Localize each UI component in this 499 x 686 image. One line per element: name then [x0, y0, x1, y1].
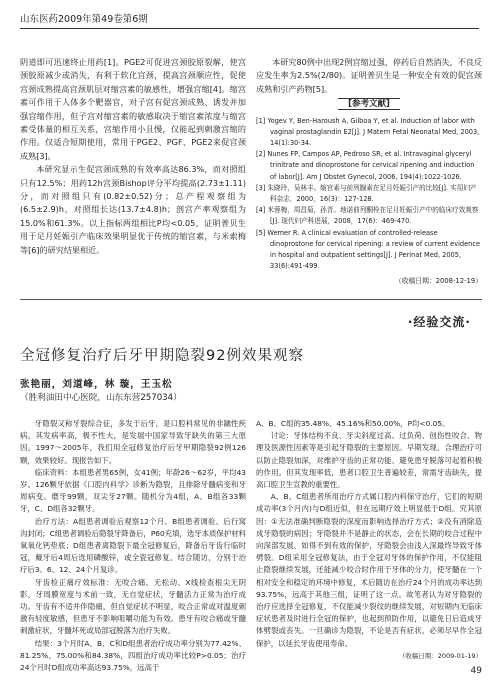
- body-paragraph: 结果：3个月时A、B、C和D组患者治疗成功率分别为77.42%、81.25%、75.00%和84.38%，四组治疗成功率比较P>0.05；治疗24个月时D组成功率高达93.75%，远高于: [20, 638, 246, 673]
- section-divider: [20, 299, 482, 300]
- reference-item: [3] 朱晓玲，吴林丰。缩宫素与前列腺素在足月妊娠引产的比较[J]. 实用妇产科杂志，2000，16(3)：127-128.: [256, 183, 477, 204]
- journal-issue: 山东医药2009年第49卷第6期: [20, 14, 148, 25]
- bottom-left-column: [20, 418, 246, 674]
- article-affiliation: （胜利油田中心医院，山东东营257034）: [20, 393, 182, 403]
- column-tag: ·经验交流·: [407, 315, 471, 329]
- bottom-right-column: [256, 418, 482, 662]
- top-right-column: [256, 56, 482, 272]
- received-date: （收稿日期：2008-12-19）: [394, 277, 482, 285]
- body-paragraph: 牙齿检正痛疗效标准：无咬合痛、无松动、X线检查根尖无阴影，牙周膜宽度与术前一致，无自觉症状，牙髓活力正常为治疗成功。牙齿有不适并伴隐痛，但自觉症状不明显，咬合正常或对温度刺激有轻度敏感，但患牙不影响咀嚼功能为有效。患牙有咬合痛或牙髓刺激症状，牙髓坏死或局部冠脱落为治疗失败。: [20, 577, 246, 636]
- body-paragraph: 牙隐裂又称牙裂综合征，多发于后牙，是口腔科常见的非龋性疾病。其发病率高，极不性大，是发展中国家导致牙缺失的第三大原因。1997～2005年，我们用全冠修复治疗后牙甲期隐裂92例126颗，效果较好。现报告如下。: [20, 419, 246, 465]
- body-paragraph: 临床资料：本组患者男65例，女41例；年龄26～62岁，平均43岁。126颗牙依据《口腔内科学》诊断为隐裂，且排除牙髓病变和牙周病变。磨牙99颗，双尖牙27颗。随机分为4组，A、B组各33颗牙，C、D组各32颗牙。: [20, 467, 246, 514]
- reference-item: [4] 米蓉梅，周昌菊，孙青。地诺前列酮栓在足月妊娠引产中的临床疗效观察[J]. 现代妇产科进展，2008，17(6)：469-470.: [256, 206, 479, 226]
- body-paragraph: A、B、C组患者所用治疗方式属口腔内科保守治疗，它们的短期成功率(3个月内)与D组近似，但在远期疗效上明显低于D组。究其原因：①无法准确判断隐裂的深度而影响选择治疗方式；②没有消除造成牙隐裂的病因；牙隐裂并不是静止的状态，会在长期的咬合过程中向深部发展，如得不到有效的保护，牙隐裂会由浅入深最终导致牙体劈裂。D组采用全冠修复法，由于全冠对牙体的保护作用，不仅能阻止隐裂继续发展，还能减少咬合时作用于牙体的分力，使牙髓在一个相对安全和稳定的环境中修复，术后随访在治疗24个月的成功率达到93.75%，远高于其他三组，证明了这一点。故笔者认为对牙隐裂的治疗应选择全冠修复，不仅能减少裂纹的继续发展，对短期内无临床症状患者及时进行全冠的保护，也起到预防作用，以避免日后造成牙体劈裂或丧失。一旦确诊为隐裂，不论是否有症状，必须尽早作全冠保护，以延长牙齿使用寿命。: [256, 492, 482, 648]
- body-paragraph: 治疗方法：A组患者调验后观察12个月。B组患者调验、后行窝沟封闭；C组患者调验后隐裂牙降备后，P60充填，选牙本质保护材料氧氧化钙垫底；D组患者离隐裂下最全冠修复后，降备后牙齿行临时冠，戴牙后4周后选用磷酸锌，或全瓷冠修复。结合随访，分别于治疗后3、6、12、24个月复诊。: [20, 516, 246, 575]
- references-heading: [参考文献]: [256, 98, 482, 111]
- reference-item: [5] Wemer R. A clinical evaluation of controlled-release dinoprostone for cervical ripening: a review of current evidence in hospital and outpatient settings[J]. J Perinat Med, 2005, 33(6):491-499.: [256, 228, 481, 271]
- body-paragraph: 本研究显示生促宫颈成熟的有效率高达86.3%，而对照组只有12.5%；用药12h宫颈Bishop评分平均提高(2.73±1.11)分，而对照组只有(0.82±0.52)分；总产程观察组为(6.5±2.9)h，对照组长达(13.7±4.8)h；剖宫产率观察组为15.0%和61.3%。以上指标两组相比P均<0.05，证明普贝生用于足月妊娠引产临床效果明显优于传统的缩宫素，与米索梅等[6]的研究结果相近。: [20, 164, 246, 255]
- top-left-column: [20, 56, 246, 257]
- page-number: 49: [470, 666, 482, 676]
- received-date: （收稿日期：2009-01-19）: [398, 651, 482, 660]
- reference-item: [1] Yogev Y, Ben-Haroush A, Gilboa Y, et al. Induction of labor with vaginal prostaglandin E2[J]. J Matern Fetal Neonatal Med, 2003, 14(1):30-34.: [256, 116, 480, 148]
- article-title: 全冠修复治疗后牙甲期隐裂92例效果观察: [20, 348, 304, 364]
- reference-item: [2] Nunes FP, Campos AP, Pedroso SR, et al. Intravaginal glyceryl trinitrate and dinoprostone for cervical ripening and induction of labor[J]. Am J Obstet Gynecol, 2006, 194(4):1022-1026.: [256, 150, 475, 181]
- body-paragraph: 本研究80例中出现2例宫缩过强，停药后自然消失，不良反应发生率为2.5%(2/80)。证明普贝生是一种安全有效的促宫颈成熟和引产药物[5]。: [256, 57, 482, 94]
- body-paragraph: 讨论：牙体结构不良、牙尖斜度过高、过负荷、创伤性咬合、物理及医源性因素等是引起牙隐裂的主要原因。早期发现、合理治疗可以防止隐裂加深，对维护牙齿的正常功能、避免患牙脱落可起着积极的作用。但其发现率低，患者口腔卫生普遍较差，常需牙齿缺失，提高口腔卫生宣教的重要性。: [256, 431, 482, 490]
- article-authors: 张艳丽，刘道峰，林 璇，王玉松: [20, 379, 173, 390]
- running-header: [20, 12, 479, 29]
- body-paragraph: 阴道即可迅速终止用药[1]。PGE2可促进宫颈胶原裂解，使宫颈胶原减少或消失，有利于软化宫颈，提高宫颈顺应性，促使宫颈成熟提高宫颈肌层对缩宫素的敏感性，增强宫缩[4]。缩宫素可作用于人体多个靶器官，对子宫有促宫颈成熟、诱发并加强宫缩作用，但子宫对缩宫素的敏感取决于缩宫素浓度与缩宫素受体量的相互关系，宫缩作用小且慢，仅能起到刺激宫缩的作用。仅适合短期使用，常用于PGE2、PGF、PGE2来促宫颈成熟[3]。: [20, 57, 246, 161]
- body-paragraph: A、B、C组的35.48%、45.16%和50.00%，P均<0.05。: [256, 419, 450, 428]
